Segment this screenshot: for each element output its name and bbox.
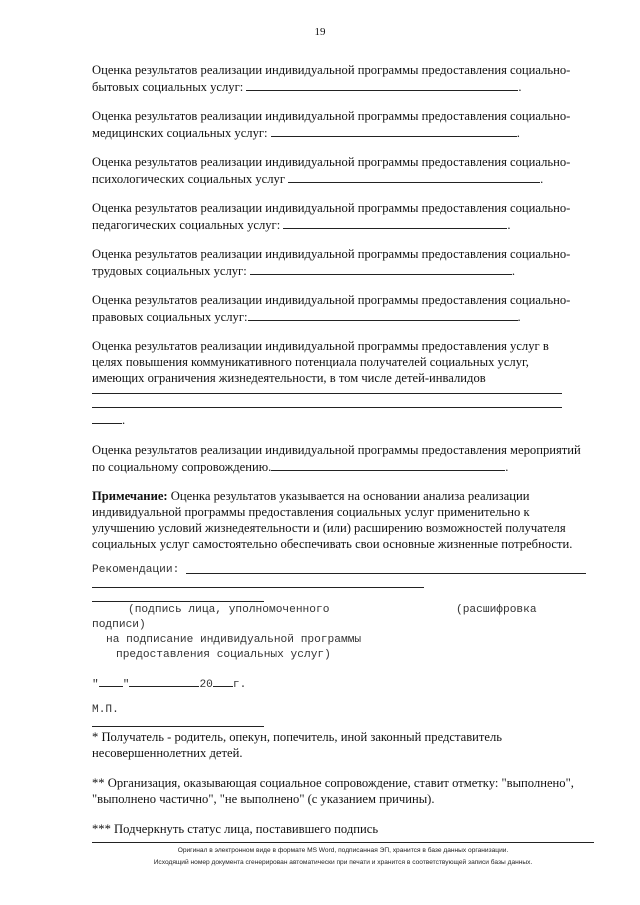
note-text: Оценка результатов указывается на основании анализа реализации — [170, 489, 530, 503]
answer-line[interactable] — [248, 308, 518, 321]
evaluation-social-legal — [92, 292, 602, 325]
answer-line[interactable] — [271, 458, 505, 471]
evaluation-communicative — [92, 338, 602, 386]
period: . — [517, 310, 521, 324]
evaluation-social-domestic — [92, 62, 602, 95]
evaluation-line: целях повышения коммуникативного потенциала получателей социальных услуг, — [92, 355, 529, 369]
period: . — [518, 80, 522, 94]
month-line[interactable] — [129, 674, 199, 687]
footnote-text: несовершеннолетних детей. — [92, 746, 243, 760]
period: . — [505, 460, 509, 474]
footer-line: Оригинал в электронном виде в формате MS Word, подписанная ЭП, хранится в базе данных организации. — [177, 847, 509, 854]
evaluation-line: имеющих ограничения жизнедеятельности, в том числе детей-инвалидов — [92, 371, 486, 385]
evaluation-social-labor — [92, 246, 602, 279]
stamp-label: М.П. — [92, 704, 119, 716]
evaluation-label: бытовых социальных услуг: — [92, 80, 244, 94]
answer-line-short — [92, 411, 125, 428]
signature-decoding-caption: (расшифровка — [456, 604, 537, 616]
period: . — [516, 126, 520, 140]
recommendations-line[interactable] — [186, 573, 586, 574]
evaluation-label: по социальному сопровождению. — [92, 460, 272, 474]
answer-line[interactable] — [250, 262, 512, 275]
period: . — [540, 172, 544, 186]
note-text: индивидуальной программы предоставления социальных услуг применительно к — [92, 505, 530, 519]
page-number: 19 — [314, 26, 326, 38]
footer-line: Исходящий номер документа сгенерирован автоматически при печати и хранится в соответствующей записи базы данных. — [153, 859, 533, 866]
answer-line[interactable] — [92, 411, 122, 424]
footer-separator — [92, 842, 594, 843]
answer-line[interactable] — [271, 124, 517, 137]
signature-caption: на подписание индивидуальной программы — [106, 634, 362, 646]
evaluation-label: правовых социальных услуг: — [92, 310, 248, 324]
footnote-text: "выполнено частично", "не выполнено" (с указанием причины). — [92, 792, 435, 806]
note-section — [92, 488, 602, 552]
answer-line[interactable] — [283, 216, 507, 229]
evaluation-line: Оценка результатов реализации индивидуальной программы предоставления социально- — [92, 63, 571, 77]
note-label: Примечание: — [92, 489, 168, 503]
signature-caption: предоставления социальных услуг) — [116, 649, 331, 661]
evaluation-social-pedagogical — [92, 200, 602, 233]
day-line[interactable] — [99, 674, 123, 687]
answer-line[interactable] — [246, 78, 518, 91]
footnote-text: * Получатель - родитель, опекун, попечитель, иной законный представитель — [92, 730, 503, 744]
note-text: социальных услуг самостоятельно обеспечивать свои основные жизненные потребности. — [92, 537, 573, 551]
year-line[interactable] — [213, 674, 233, 687]
date-field: " " 20 г. — [92, 674, 246, 693]
evaluation-line: Оценка результатов реализации индивидуальной программы предоставления социально- — [92, 155, 571, 169]
signature-line[interactable] — [92, 601, 264, 602]
signature-caption: подписи) — [92, 619, 146, 631]
evaluation-line: Оценка результатов реализации индивидуальной программы предоставления социально- — [92, 247, 571, 261]
evaluation-line: Оценка результатов реализации индивидуальной программы предоставления социально- — [92, 293, 571, 307]
evaluation-label: трудовых социальных услуг: — [92, 264, 247, 278]
period: . — [511, 264, 516, 278]
answer-line[interactable] — [288, 170, 540, 183]
footnote-separator — [92, 726, 264, 727]
period: . — [507, 218, 511, 232]
evaluation-line: Оценка результатов реализации индивидуальной программы предоставления социально- — [92, 201, 571, 215]
evaluation-line: Оценка результатов реализации индивидуальной программы предоставления мероприятий — [92, 443, 581, 457]
evaluation-social-support — [92, 442, 602, 475]
footnote-3: *** Подчеркнуть статус лица, поставившего подпись — [92, 822, 379, 836]
evaluation-label: медицинских социальных услуг: — [92, 126, 268, 140]
evaluation-line: Оценка результатов реализации индивидуальной программы предоставления услуг в — [92, 339, 549, 353]
note-text: улучшению условий жизнедеятельности и (или) расширению возможностей получателя — [92, 521, 566, 535]
evaluation-line: Оценка результатов реализации индивидуальной программы предоставления социально- — [92, 109, 571, 123]
answer-line[interactable] — [92, 407, 562, 408]
footnote-2 — [92, 775, 602, 807]
recommendations-label: Рекомендации: — [92, 564, 180, 576]
recommendations-line[interactable] — [92, 587, 424, 588]
evaluation-social-medical — [92, 108, 602, 141]
signature-caption: (подпись лица, уполномоченного — [128, 604, 330, 616]
evaluation-label: педагогических социальных услуг: — [92, 218, 281, 232]
footnote-1 — [92, 729, 602, 761]
evaluation-label: психологических социальных услуг — [92, 172, 286, 186]
footnote-text: ** Организация, оказывающая социальное сопровождение, ставит отметку: "выполнено", — [92, 776, 574, 790]
answer-line[interactable] — [92, 393, 562, 394]
evaluation-social-psychological — [92, 154, 602, 187]
period: . — [122, 413, 126, 427]
